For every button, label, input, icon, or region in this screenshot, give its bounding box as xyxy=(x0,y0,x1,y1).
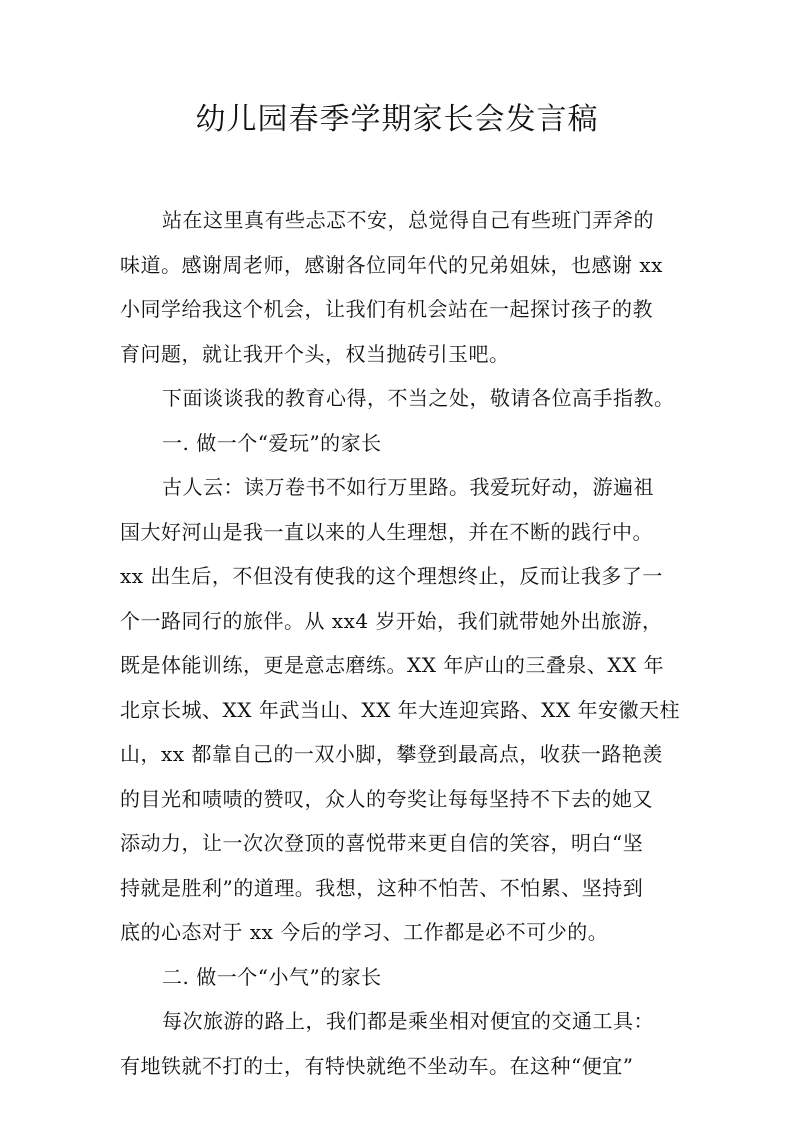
body-line: 二. 做一个“小气”的家长 xyxy=(162,964,382,989)
body-line: 味道。感谢周老师，感谢各位同年代的兄弟姐妹，也感谢 xx xyxy=(120,252,663,277)
body-line: 每次旅游的路上，我们都是乘坐相对便宜的交通工具： xyxy=(162,1009,654,1033)
body-line: 添动力，让一次次登顶的喜悦带来更自信的笑容，明白“坚 xyxy=(120,831,644,855)
body-line: 个一路同行的旅伴。从 xx4 岁开始，我们就带她外出旅游， xyxy=(120,608,663,633)
body-line: xx 出生后，不但没有使我的这个理想终止，反而让我多了一 xyxy=(120,564,663,588)
body-line: 下面谈谈我的教育心得，不当之处，敬请各位高手指教。 xyxy=(162,386,675,410)
body-line: 既是体能训练，更是意志磨练。XX 年庐山的三叠泉、XX 年 xyxy=(120,653,665,677)
body-line: 有地铁就不打的士，有特快就绝不坐动车。在这种“便宜” xyxy=(120,1053,634,1078)
body-line: 持就是胜利”的道理。我想，这种不怕苦、不怕累、坚持到 xyxy=(120,875,644,900)
body-line: 北京长城、XX 年武当山、XX 年大连迎宾路、XX 年安徽天柱 xyxy=(120,697,681,722)
body-line: 的目光和啧啧的赞叹，众人的夸奖让每每坚持不下去的她又 xyxy=(120,786,653,811)
document-title: 幼儿园春季学期家长会发言稿 xyxy=(195,102,599,137)
document-body xyxy=(120,198,682,1088)
body-line: 底的心态对于 xx 今后的学习、工作都是必不可少的。 xyxy=(120,920,609,944)
body-line: 古人云：读万卷书不如行万里路。我爱玩好动，游遍祖 xyxy=(162,475,654,499)
body-line: 国大好河山是我一直以来的人生理想，并在不断的践行中。 xyxy=(120,519,653,544)
body-line: 小同学给我这个机会，让我们有机会站在一起探讨孩子的教 xyxy=(120,297,653,321)
body-line: 山，xx 都靠自己的一双小脚，攀登到最高点，收获一路艳羡 xyxy=(120,742,663,766)
body-line: 站在这里真有些忐忑不安，总觉得自己有些班门弄斧的 xyxy=(162,208,654,232)
body-line: 一. 做一个“爱玩”的家长 xyxy=(162,430,382,455)
body-line: 育问题，就让我开个头，权当抛砖引玉吧。 xyxy=(120,341,510,366)
